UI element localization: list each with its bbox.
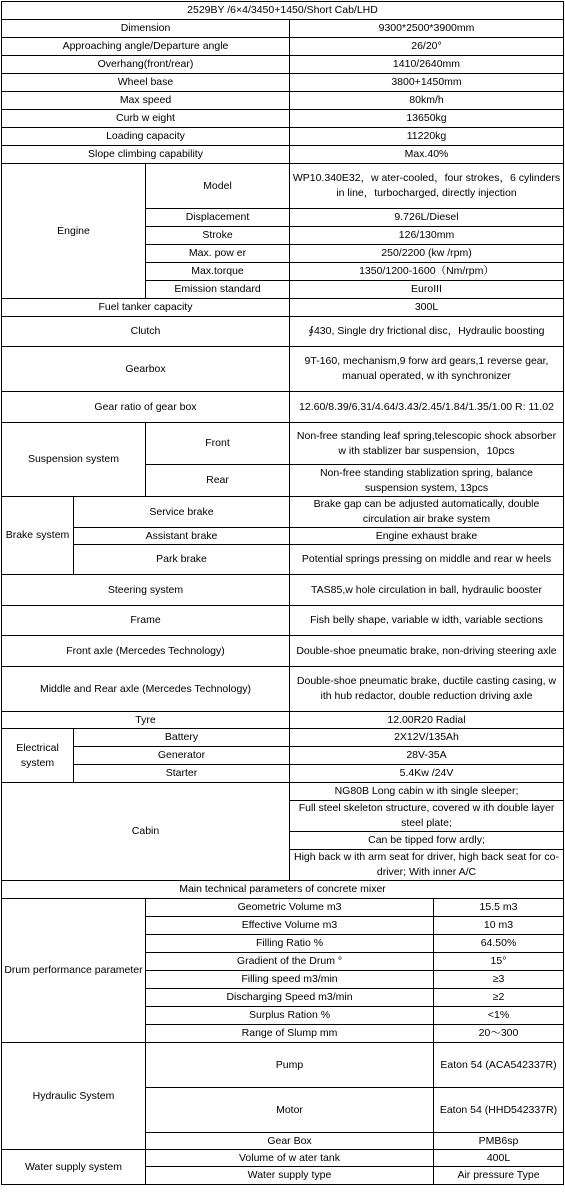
row-label: Rear	[146, 465, 290, 497]
row-label: Steering system	[2, 575, 290, 606]
section-title: Main technical parameters of concrete mixer	[2, 881, 564, 899]
row-label: Discharging Speed m3/min	[146, 989, 434, 1007]
brake-label: Brake system	[2, 497, 74, 575]
row-label: Model	[146, 164, 290, 209]
row-label: Max. pow er	[146, 245, 290, 263]
table-row	[2, 765, 564, 783]
row-label: Displacement	[146, 209, 290, 227]
table-row	[2, 56, 564, 74]
electrical-label: Electrical system	[2, 729, 74, 783]
row-label: Loading capacity	[2, 128, 290, 146]
row-label: Assistant brake	[74, 528, 290, 545]
row-label: Effective Volume m3	[146, 917, 434, 935]
table-row	[2, 606, 564, 636]
row-value: ∮430, Single dry frictional disc，Hydraulic boosting	[290, 317, 564, 347]
row-value: 11220kg	[290, 128, 564, 146]
row-value: Double-shoe pneumatic brake, ductile casting casing, w ith hub redactor, double reduction driving axle	[290, 667, 564, 712]
row-value: Double-shoe pneumatic brake, non-driving steering axle	[290, 636, 564, 667]
row-value: Eaton 54 (HHD542337R)	[434, 1088, 564, 1133]
table-row	[2, 783, 564, 801]
row-value: 9T-160, mechanism,9 forw ard gears,1 reverse gear, manual operated, w ith synchronizer	[290, 347, 564, 392]
table-row	[2, 20, 564, 38]
row-label: Approaching angle/Departure angle	[2, 38, 290, 56]
row-value: Non-free standing leaf spring,telescopic shock absorber w ith stablizer bar suspension，10pcs	[290, 423, 564, 465]
table-row	[2, 74, 564, 92]
cabin-item: Can be tipped forw ardly;	[290, 832, 564, 850]
row-value: 80km/h	[290, 92, 564, 110]
table-row	[2, 146, 564, 164]
row-value: 2X12V/135Ah	[290, 729, 564, 747]
row-label: Tyre	[2, 712, 290, 729]
row-value: 13650kg	[290, 110, 564, 128]
table-row	[2, 38, 564, 56]
table-row	[2, 899, 564, 917]
row-value: Potential springs pressing on middle and rear w heels	[290, 545, 564, 575]
row-label: Clutch	[2, 317, 290, 347]
table-row	[2, 317, 564, 347]
row-label: Starter	[74, 765, 290, 783]
table-row	[2, 1043, 564, 1088]
row-label: Filling speed m3/min	[146, 971, 434, 989]
table-row	[2, 712, 564, 729]
row-value: WP10.340E32，w ater-cooled，four strokes，6 cylinders in line，turbocharged, directly injection	[290, 164, 564, 209]
row-value: ≥3	[434, 971, 564, 989]
row-label: Max speed	[2, 92, 290, 110]
row-label: Motor	[146, 1088, 434, 1133]
row-value: <1%	[434, 1007, 564, 1025]
row-label: Middle and Rear axle (Mercedes Technology)	[2, 667, 290, 712]
table-row	[2, 729, 564, 747]
row-value: ≥2	[434, 989, 564, 1007]
cabin-label: Cabin	[2, 783, 290, 881]
row-label: Gear ratio of gear box	[2, 392, 290, 423]
row-value: 12.00R20 Radial	[290, 712, 564, 729]
row-value: 28V-35A	[290, 747, 564, 765]
row-value: 400L	[434, 1150, 564, 1167]
row-label: Stroke	[146, 227, 290, 245]
row-value: 1410/2640mm	[290, 56, 564, 74]
cabin-item: NG80B Long cabin w ith single sleeper;	[290, 783, 564, 801]
cabin-item: Full steel skeleton structure, covered w ith double layer steel plate;	[290, 801, 564, 832]
row-value: Eaton 54 (ACA542337R)	[434, 1043, 564, 1088]
table-row	[2, 528, 564, 545]
row-value: 64.50%	[434, 935, 564, 953]
row-value: Brake gap can be adjusted automatically, double circulation air brake system	[290, 497, 564, 528]
table-title: 2529BY /6×4/3450+1450/Short Cab/LHD	[2, 2, 564, 20]
table-row	[2, 92, 564, 110]
row-label: Gradient of the Drum °	[146, 953, 434, 971]
row-value: 300L	[290, 299, 564, 317]
row-value: PMB6sp	[434, 1133, 564, 1150]
row-value: 26/20°	[290, 38, 564, 56]
table-row	[2, 1150, 564, 1167]
row-value: 15°	[434, 953, 564, 971]
row-label: Volume of w ater tank	[146, 1150, 434, 1167]
row-label: Water supply type	[146, 1167, 434, 1185]
row-value: TAS85,w hole circulation in ball, hydraulic booster	[290, 575, 564, 606]
table-row	[2, 299, 564, 317]
suspension-label: Suspension system	[2, 423, 146, 497]
row-value: Fish belly shape, variable w idth, variable sections	[290, 606, 564, 636]
table-row	[2, 497, 564, 528]
row-label: Range of Slump mm	[146, 1025, 434, 1043]
row-label: Curb w eight	[2, 110, 290, 128]
table-row	[2, 110, 564, 128]
table-row	[2, 667, 564, 712]
row-label: Front axle (Mercedes Technology)	[2, 636, 290, 667]
table-row	[2, 575, 564, 606]
row-label: Filling Ratio %	[146, 935, 434, 953]
row-value: Air pressure Type	[434, 1167, 564, 1185]
row-value: 1350/1200-1600（Nm/rpm）	[290, 263, 564, 281]
row-value: 3800+1450mm	[290, 74, 564, 92]
drum-label: Drum performance parameter	[2, 899, 146, 1043]
row-label: Park brake	[74, 545, 290, 575]
row-value: Max.40%	[290, 146, 564, 164]
row-label: Dimension	[2, 20, 290, 38]
engine-label: Engine	[2, 164, 146, 299]
row-label: Overhang(front/rear)	[2, 56, 290, 74]
row-label: Slope climbing capability	[2, 146, 290, 164]
table-row	[2, 164, 564, 209]
spec-table	[1, 1, 564, 1185]
table-row	[2, 423, 564, 465]
row-value: Non-free standing stablization spring, balance suspension system, 13pcs	[290, 465, 564, 497]
row-label: Geometric Volume m3	[146, 899, 434, 917]
row-value: 15.5 m3	[434, 899, 564, 917]
row-label: Front	[146, 423, 290, 465]
row-value: 5.4Kw /24V	[290, 765, 564, 783]
table-row	[2, 545, 564, 575]
water-label: Water supply system	[2, 1150, 146, 1185]
cabin-item: High back w ith arm seat for driver, high back seat for co-driver; With inner A/C	[290, 850, 564, 881]
row-label: Generator	[74, 747, 290, 765]
row-value: Engine exhaust brake	[290, 528, 564, 545]
row-value: 126/130mm	[290, 227, 564, 245]
table-row	[2, 881, 564, 899]
row-label: Wheel base	[2, 74, 290, 92]
row-label: Frame	[2, 606, 290, 636]
row-value: 12.60/8.39/6.31/4.64/3.43/2.45/1.84/1.35/1.00 R: 11.02	[290, 392, 564, 423]
table-row	[2, 128, 564, 146]
row-value: 10 m3	[434, 917, 564, 935]
row-value: 9300*2500*3900mm	[290, 20, 564, 38]
row-value: 20～300	[434, 1025, 564, 1043]
row-value: 250/2200 (kw /rpm)	[290, 245, 564, 263]
row-label: Fuel tanker capacity	[2, 299, 290, 317]
row-label: Emission standard	[146, 281, 290, 299]
row-label: Pump	[146, 1043, 434, 1088]
row-label: Battery	[74, 729, 290, 747]
table-row	[2, 747, 564, 765]
table-row	[2, 347, 564, 392]
hydraulic-label: Hydraulic System	[2, 1043, 146, 1150]
row-label: Gearbox	[2, 347, 290, 392]
row-label: Max.torque	[146, 263, 290, 281]
table-row	[2, 392, 564, 423]
row-value: 9.726L/Diesel	[290, 209, 564, 227]
row-value: EuroIII	[290, 281, 564, 299]
table-row	[2, 636, 564, 667]
row-label: Service brake	[74, 497, 290, 528]
row-label: Gear Box	[146, 1133, 434, 1150]
row-label: Surplus Ration %	[146, 1007, 434, 1025]
